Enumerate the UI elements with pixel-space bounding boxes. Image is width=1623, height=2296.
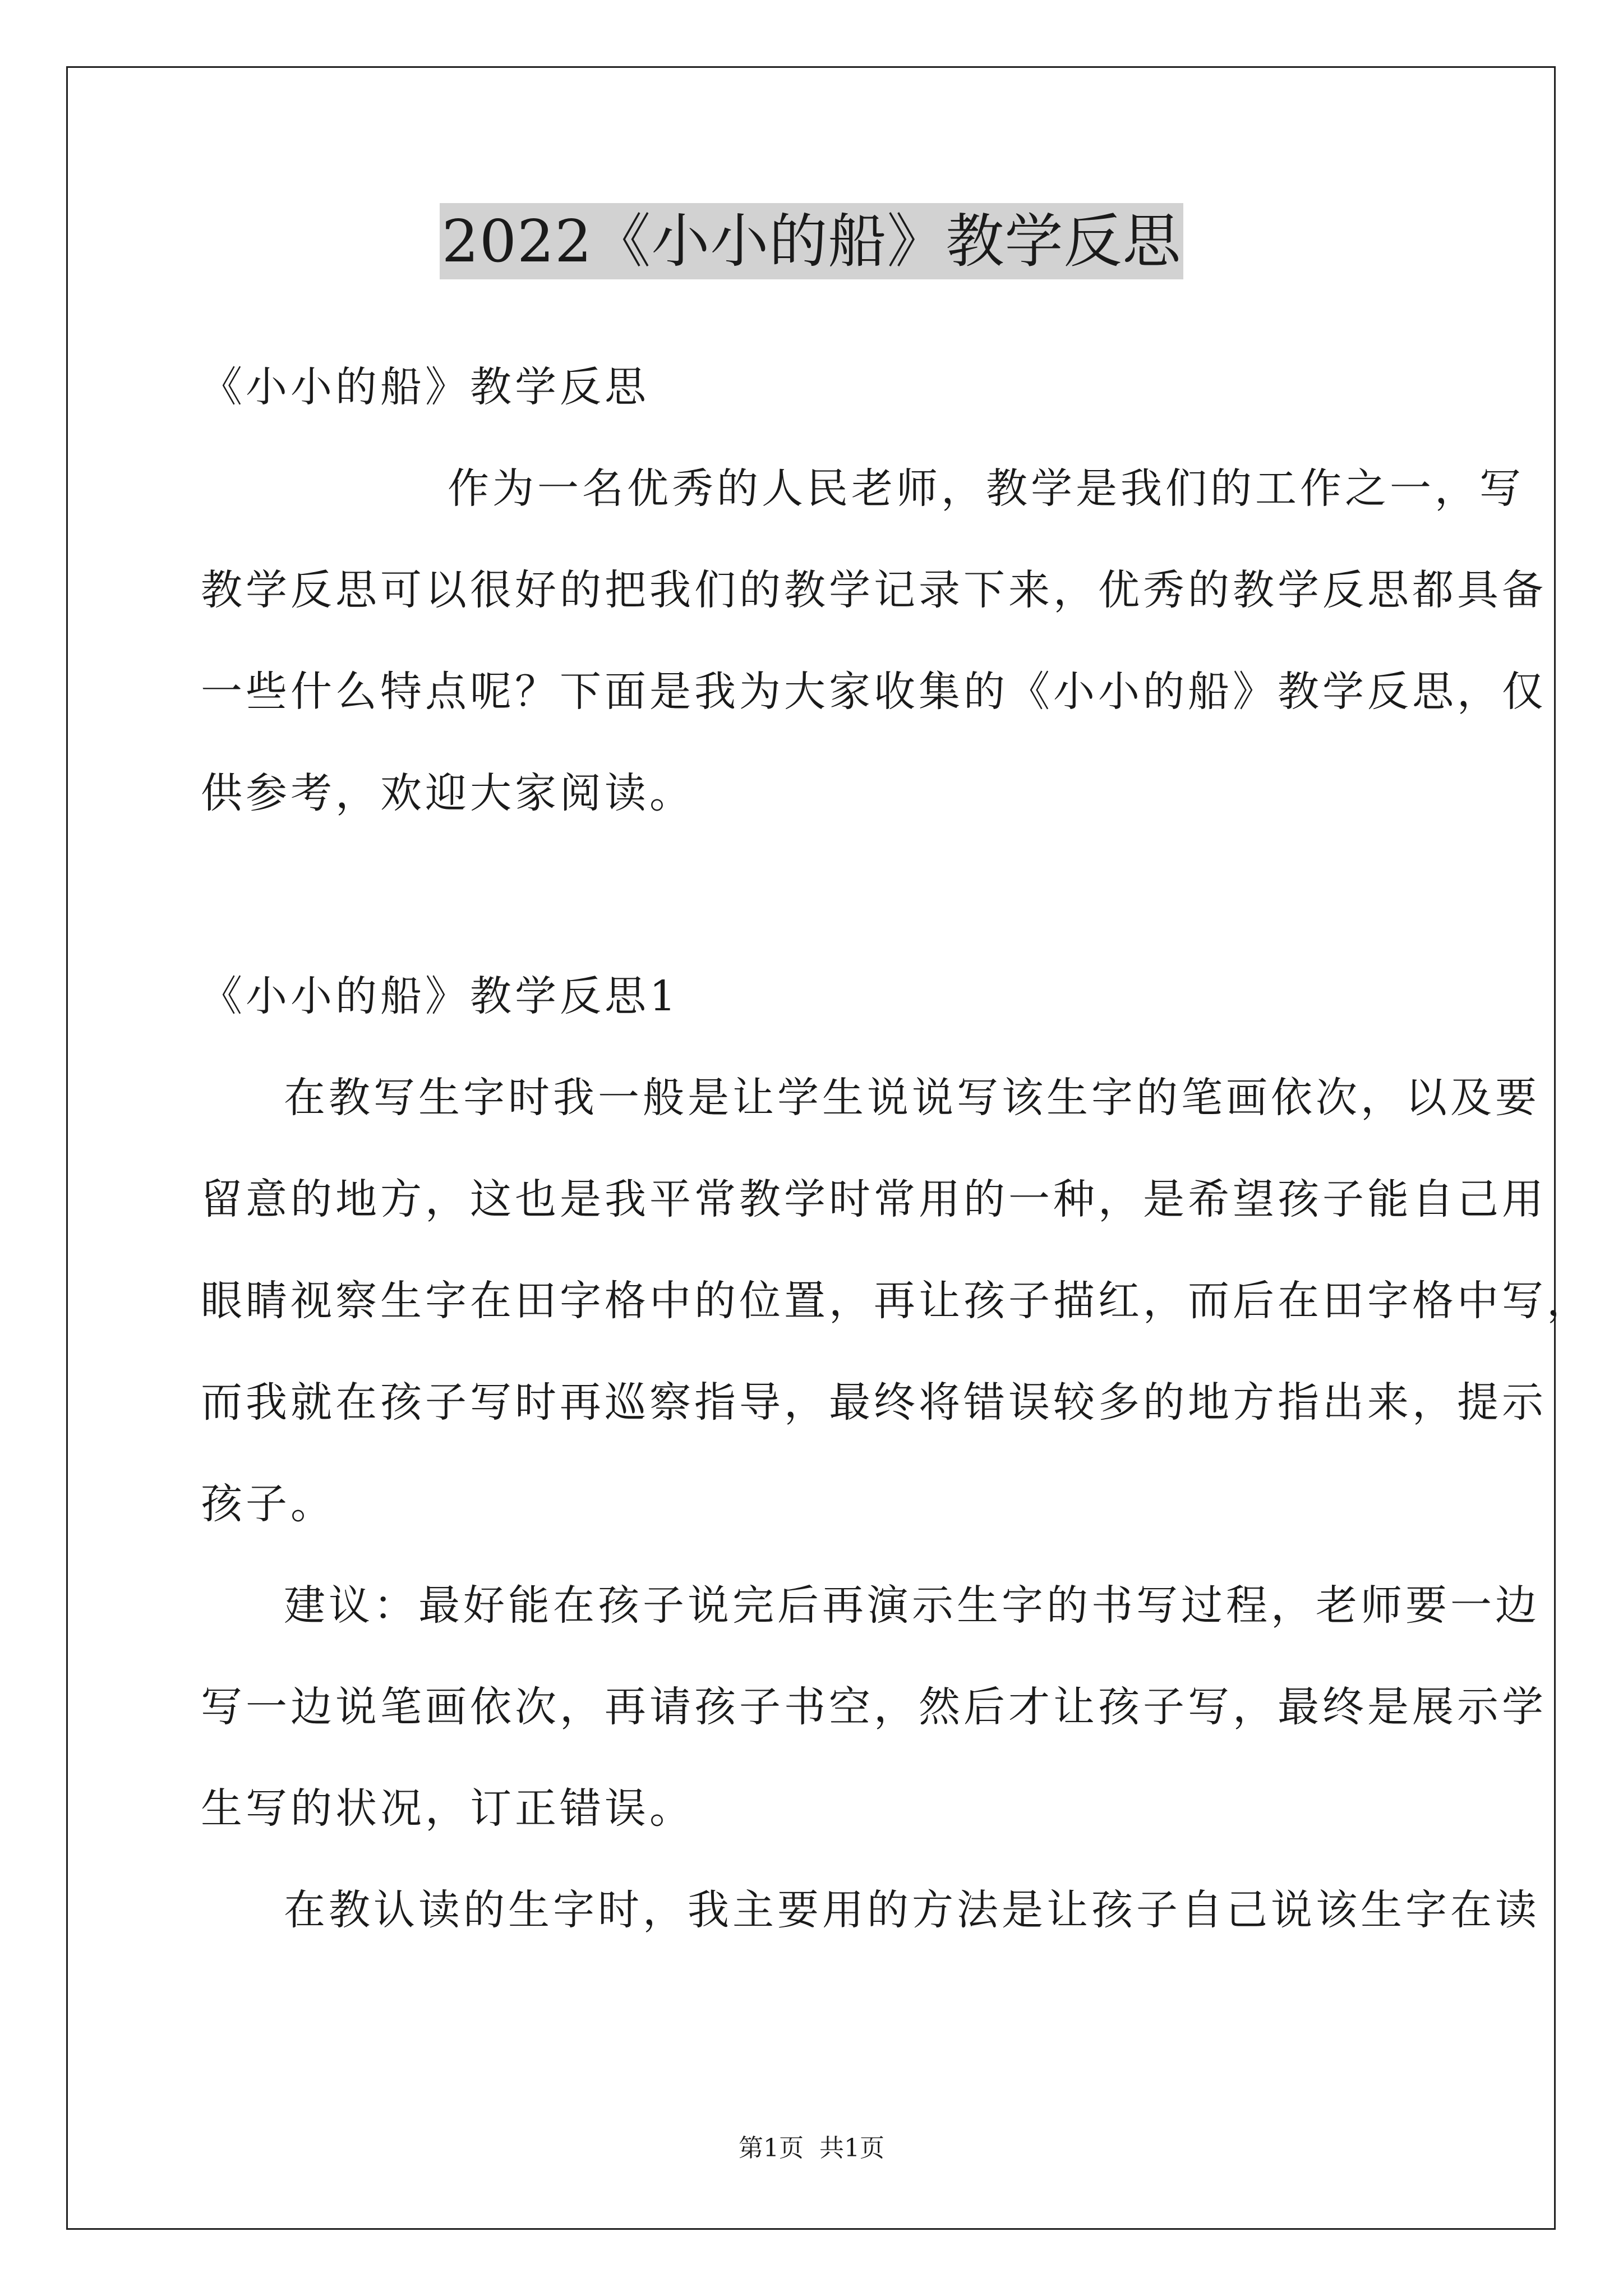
title-container [0,203,1623,279]
paragraph-line: 而我就在孩子写时再巡察指导，最终将错误较多的地方指出来，提示 [201,1378,1547,1427]
page-footer [0,2132,1623,2165]
subtitle-line: 《小小的船》教学反思 [201,363,649,411]
paragraph-line: 在教认读的生字时，我主要用的方法是让孩子自己说该生字在读 [284,1886,1540,1934]
blank-line [201,844,1432,946]
paragraph-line: 建议：最好能在孩子说完后再演示生字的书写过程，老师要一边 [284,1581,1540,1630]
paragraph-line: 供参考，欢迎大家阅读。 [201,769,694,817]
paragraph-line: 写一边说笔画依次，再请孩子书空，然后才让孩子写，最终是展示学 [201,1683,1547,1731]
paragraph-line: 作为一名优秀的人民老师，教学是我们的工作之一，写 [448,464,1524,513]
paragraph-line: 一些什么特点呢？下面是我为大家收集的《小小的船》教学反思，仅 [201,668,1547,716]
current-page-label: 第1页 [739,2134,804,2162]
paragraph-line: 孩子。 [201,1480,335,1528]
total-pages-label: 共1页 [819,2134,884,2162]
section-heading: 《小小的船》教学反思1 [201,972,680,1020]
paragraph-line: 教学反思可以很好的把我们的教学记录下来，优秀的教学反思都具备 [201,566,1547,614]
paragraph-line: 留意的地方，这也是我平常教学时常用的一种，是希望孩子能自己用 [201,1175,1547,1223]
document-body [201,337,1592,1961]
paragraph-line: 眼睛视察生字在田字格中的位置，再让孩子描红，而后在田字格中写， [201,1277,1592,1325]
paragraph-line: 生写的状况，订正错误。 [201,1784,694,1833]
paragraph-line: 在教写生字时我一般是让学生说说写该生字的笔画依次，以及要 [284,1074,1540,1122]
document-title: 2022《小小的船》教学反思 [440,203,1184,279]
